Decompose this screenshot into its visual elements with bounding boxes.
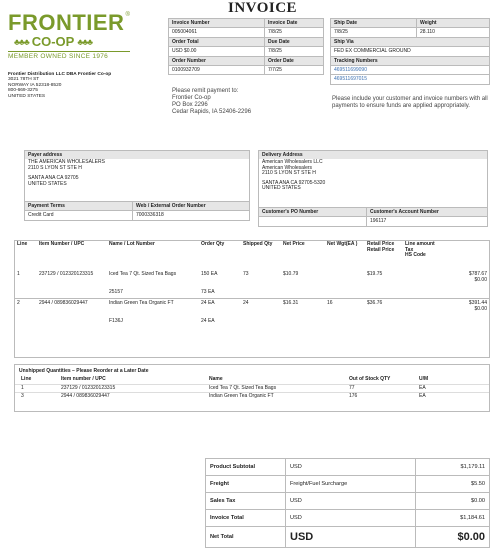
unshipped-col-line: Line [21, 376, 32, 382]
totals-table [205, 458, 490, 548]
delivery-label: Delivery Address [259, 151, 487, 159]
payer-line: THE AMERICAN WHOLESALERS [28, 159, 105, 165]
lot-row [15, 313, 489, 326]
sender-line: UNITED STATES [8, 93, 46, 99]
line-number: 1 [17, 271, 20, 277]
unshipped-line: 1 [21, 384, 24, 391]
delivery-line: American Wholesalers LLC [262, 159, 323, 165]
delivery-line: 2110 S LYON ST STE H [262, 170, 316, 177]
payer-line: SANTA ANA CA 92705 [28, 175, 79, 182]
sender-line: 3021 78TH ST [8, 77, 40, 83]
unshipped-item: 2944 / 089836029447 [61, 393, 110, 400]
sender-line: NORWAY IA 52318-8520 [8, 82, 62, 88]
table-row [15, 393, 489, 401]
retail-price: $36.76 [367, 300, 383, 307]
unshipped-table [15, 376, 489, 401]
totals-label: Net Total [206, 527, 286, 548]
delivery-line: UNITED STATES [262, 185, 301, 192]
unshipped-um: EA [419, 393, 426, 400]
order-number-label: Order Number [169, 56, 265, 65]
ship-date: 7/8/25 [331, 28, 417, 37]
invoice-number-label: Invoice Number [169, 19, 265, 28]
totals-row [206, 459, 490, 476]
due-date-label: Due Date [265, 37, 324, 46]
logo-main-text: FRONTIER [8, 10, 125, 35]
sender-name: Frontier Distribution LLC DBA Frontier Co-op [8, 72, 112, 77]
totals-row [206, 527, 490, 548]
col-name: Name / Lot Number [109, 241, 155, 247]
remit-line: Please remit payment to: [172, 88, 239, 94]
customer-account: 196117 [367, 217, 488, 226]
sender-line: 800-669-3275 [8, 88, 38, 94]
shipped-qty: 73 [243, 271, 249, 277]
shipped-qty: 24 [243, 300, 249, 307]
leaf-left-icon: ♣♣♣ [14, 37, 29, 47]
tracking-link[interactable]: 469511697015 [331, 75, 490, 84]
order-qty: 150 EA [201, 271, 218, 277]
order-date-label: Order Date [265, 56, 324, 65]
invoice-date: 7/8/25 [265, 28, 324, 37]
ship-via-label: Ship Via [331, 37, 490, 46]
totals-label: Invoice Total [206, 510, 286, 527]
web-order-label: Web / External Order Number [133, 202, 250, 211]
payer-label: Payer address [25, 151, 249, 159]
payer-line: 2110 S LYON ST STE H [28, 164, 82, 171]
col-retail: Retail Price Retail Price [367, 241, 395, 253]
line-number: 2 [17, 300, 20, 307]
line-tax: $0.00 [474, 305, 487, 312]
lot-qty: 73 EA [201, 289, 215, 296]
totals-row [206, 493, 490, 510]
col-line-amount [403, 241, 489, 271]
order-qty: 24 EA [201, 300, 215, 307]
line-amount-cell [403, 300, 489, 313]
unshipped-line: 3 [21, 393, 24, 400]
sender-address [8, 72, 158, 99]
remit-line: Frontier Co-op [172, 95, 211, 101]
col-net-wgt: Net Wgt(EA ) [327, 241, 358, 247]
line-items-table [15, 241, 489, 326]
totals-currency: USD [286, 459, 416, 476]
totals-label: Freight [206, 476, 286, 493]
logo-sub-text: CO-OP [31, 34, 75, 49]
net-total-currency: USD [286, 527, 416, 548]
totals-label: Sales Tax [206, 493, 286, 510]
invoice-number: 005004061 [169, 28, 265, 37]
totals-value: $1,179.11 [416, 459, 490, 476]
table-row [15, 300, 489, 313]
lot-row [15, 284, 489, 298]
invoice-info-table [168, 18, 324, 75]
invoice-title: INVOICE [228, 0, 298, 16]
invoice-date-label: Invoice Date [265, 19, 324, 28]
col-net-price: Net Price [283, 241, 305, 247]
delivery-line: American Wholesalers [262, 164, 313, 171]
col-shipped-qty: Shipped Qty [243, 241, 273, 247]
totals-label: Product Subtotal [206, 459, 286, 476]
unshipped-um: EA [419, 384, 426, 391]
weight: 28.110 [417, 28, 490, 37]
delivery-box [258, 150, 488, 208]
unshipped-qty: 77 [349, 384, 355, 391]
delivery-line: SANTA ANA CA 92705-5320 [262, 179, 326, 186]
payer-box [24, 150, 250, 202]
totals-value: $0.00 [416, 493, 490, 510]
totals-currency: USD [286, 493, 416, 510]
payment-terms-label: Payment Terms [25, 202, 133, 211]
totals-currency: Freight/Fuel Surcharge [286, 476, 416, 493]
line-tax: $0.00 [474, 276, 487, 283]
unshipped-name: Indian Green Tea Organic FT [209, 393, 274, 400]
ship-date-label: Ship Date [331, 19, 417, 28]
customer-account-label: Customer's Account Number [367, 208, 488, 217]
payment-note: Please include your customer and invoice numbers with all payments to ensure funds are applied appropriately. [332, 96, 488, 109]
line-amount: $391.44 [468, 300, 487, 307]
table-row [15, 271, 489, 284]
unshipped-col-item: Item number / UPC [61, 376, 106, 382]
payer-line: UNITED STATES [28, 180, 67, 187]
net-wgt: 16 [327, 300, 333, 307]
net-price: $10.79 [283, 271, 299, 277]
order-number: 0100932709 [169, 66, 265, 75]
unshipped-name: Iced Tea 7 Qt. Sized Tea Bags [209, 384, 277, 391]
net-price: $16.31 [283, 300, 299, 307]
line-amount: $787.67 [468, 271, 487, 277]
order-total: USD $0.00 [169, 47, 265, 56]
tracking-label: Tracking Numbers [331, 56, 490, 65]
lot-number: 25157 [109, 289, 123, 296]
unshipped-col-um: U/M [419, 376, 429, 382]
tracking-link[interactable]: 469511699090 [331, 66, 490, 75]
net-total-value: $0.00 [416, 527, 490, 548]
weight-label: Weight [417, 19, 490, 28]
customer-po-label: Customer's PO Number [259, 208, 367, 217]
unshipped-qty: 176 [349, 393, 358, 400]
logo-tagline: MEMBER OWNED SINCE 1976 [8, 53, 109, 60]
totals-value: $1,184.61 [416, 510, 490, 527]
lot-qty: 24 EA [201, 318, 215, 325]
col-line-amount-label: Line amount [405, 241, 435, 247]
unshipped-col-name: Name [209, 376, 223, 382]
col-line: Line [17, 241, 28, 247]
item-name: Indian Green Tea Organic FT [109, 300, 174, 307]
totals-row [206, 510, 490, 527]
totals-row [206, 476, 490, 493]
col-order-qty: Order Qty [201, 241, 225, 247]
ship-info-table [330, 18, 490, 85]
table-row [15, 384, 489, 393]
due-date: 7/8/25 [265, 47, 324, 56]
unshipped-item: 237129 / 012320123315 [61, 384, 116, 391]
company-logo [8, 12, 158, 60]
net-wgt [325, 271, 365, 284]
web-order-number: 7000336318 [133, 211, 250, 220]
remit-address [172, 88, 251, 116]
col-tax-label: Tax [405, 246, 414, 253]
order-date: 7/7/25 [265, 66, 324, 75]
item-upc: 2944 / 089836029447 [39, 300, 88, 307]
item-upc: 237129 / 012320123315 [39, 271, 94, 277]
registered-icon: ® [125, 12, 130, 18]
lot-number: F136J [109, 318, 123, 325]
leaf-right-icon: ♣♣♣ [77, 37, 93, 47]
unshipped-col-qty: Out of Stock QTY [349, 376, 391, 382]
line-amount-cell [403, 271, 489, 284]
col-item: Item Number / UPC [39, 241, 85, 247]
payment-terms: Credit Card [25, 211, 133, 220]
remit-line: PO Box 2296 [172, 102, 208, 108]
order-total-label: Order Total [169, 37, 265, 46]
col-hs-label: HS Code [405, 252, 426, 259]
totals-value: $5.50 [416, 476, 490, 493]
remit-line: Cedar Rapids, IA 52406-2296 [172, 109, 252, 115]
totals-currency: USD [286, 510, 416, 527]
retail-price: $19.75 [367, 271, 383, 277]
item-name: Iced Tea 7 Qt. Sized Tea Bags [109, 271, 177, 277]
customer-po [259, 217, 367, 226]
ship-via: FED EX COMMERCIAL GROUND [331, 47, 490, 56]
payment-table [24, 201, 250, 221]
line-items-section [14, 240, 490, 358]
unshipped-section [14, 364, 490, 412]
customer-table [258, 207, 488, 227]
unshipped-title: Unshipped Quantities – Please Reorder at a Later Date [19, 368, 149, 374]
